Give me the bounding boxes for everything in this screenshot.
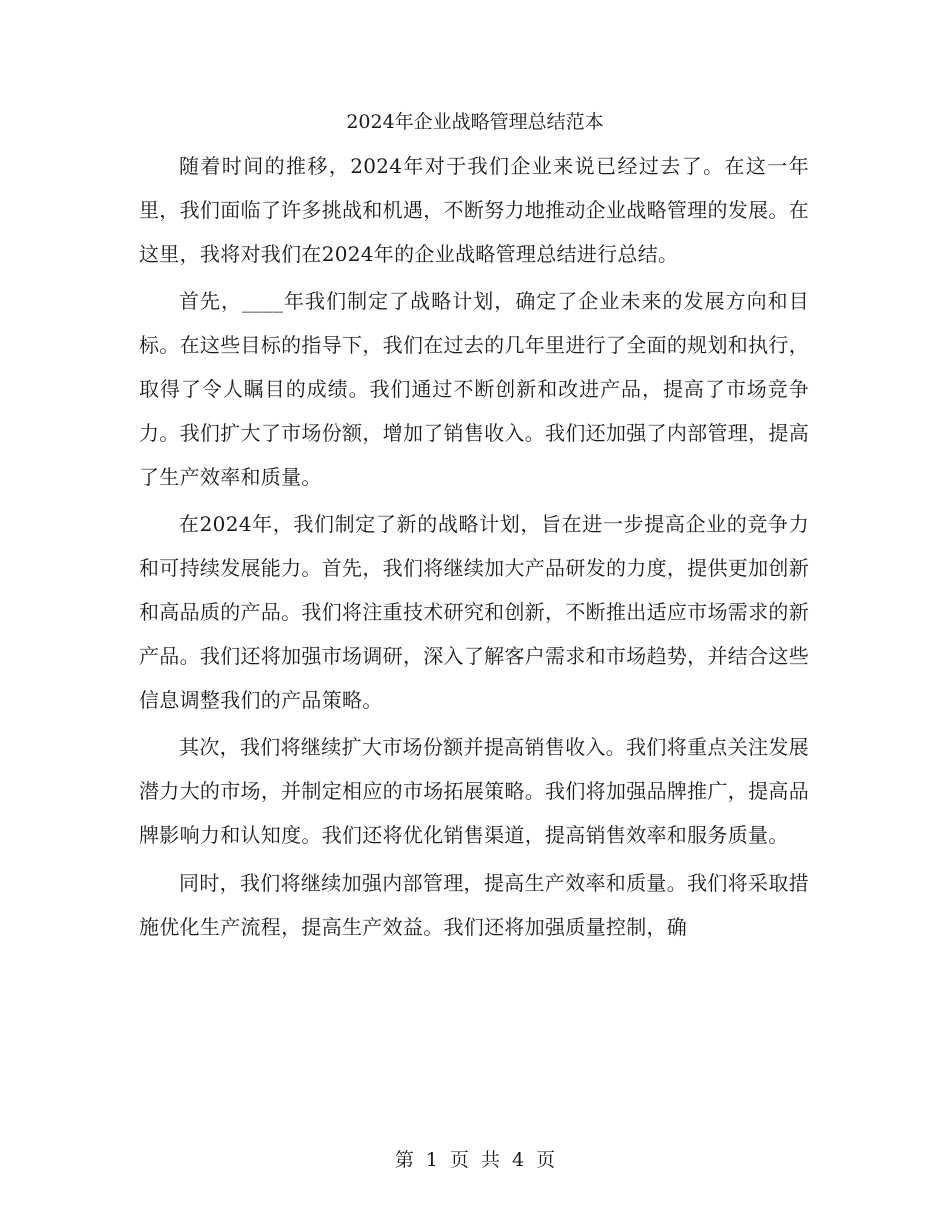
paragraph-3: 在2024年，我们制定了新的战略计划，旨在进一步提高企业的竞争力和可持续发展能力。首先，我们将继续加大产品研发的力度，提供更加创新和高品质的产品。我们将注重技术研究和创新，不断推出适应市场需求的新产品。我们还将加强市场调研，深入了解客户需求和市场趋势，并结合这些信息调整我们的产品策略。 <box>139 512 809 712</box>
paragraph-2: 首先，____年我们制定了战略计划，确定了企业未来的发展方向和目标。在这些目标的指导下，我们在过去的几年里进行了全面的规划和执行，取得了令人瞩目的成绩。我们通过不断创新和改进产品，提高了市场竞争力。我们扩大了市场份额，增加了销售收入。我们还加强了内部管理，提高了生产效率和质量。 <box>139 289 809 489</box>
paragraph-4: 其次，我们将继续扩大市场份额并提高销售收入。我们将重点关注发展潜力大的市场，并制定相应的市场拓展策略。我们将加强品牌推广，提高品牌影响力和认知度。我们还将优化销售渠道，提高销售效率和服务质量。 <box>139 735 809 847</box>
paragraph-1: 随着时间的推移，2024年对于我们企业来说已经过去了。在这一年里，我们面临了许多挑战和机遇，不断努力地推动企业战略管理的发展。在这里，我将对我们在2024年的企业战略管理总结进行总结。 <box>139 154 809 266</box>
paragraph-5: 同时，我们将继续加强内部管理，提高生产效率和质量。我们将采取措施优化生产流程，提高生产效益。我们还将加强质量控制，确 <box>139 870 809 939</box>
page-number-footer: 第 1 页 共 4 页 <box>394 1149 556 1171</box>
document-body <box>139 145 809 953</box>
document-title: 2024年企业战略管理总结范本 <box>346 111 604 133</box>
